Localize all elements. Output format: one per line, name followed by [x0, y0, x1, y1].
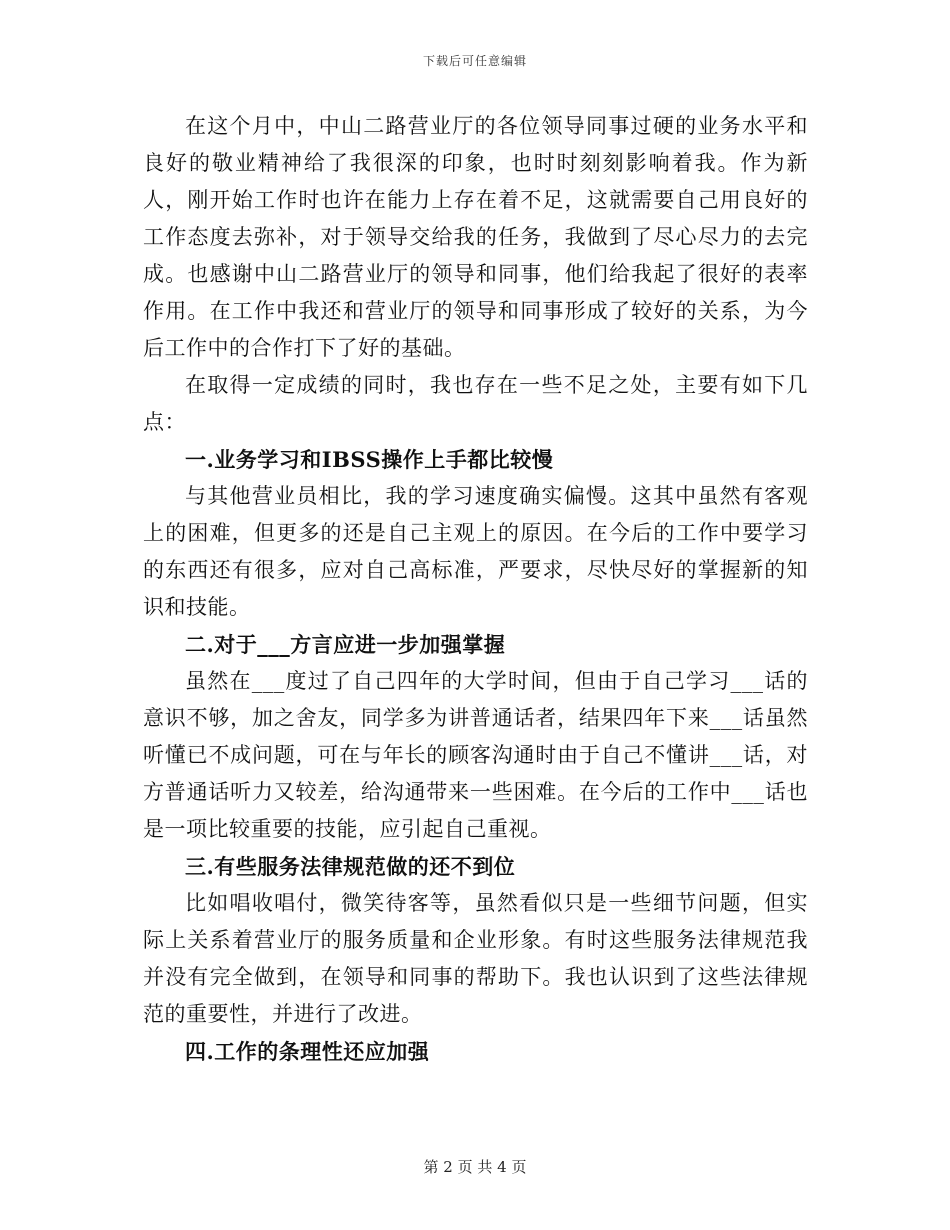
paragraph-4: 虽然在___度过了自己四年的大学时间，但由于自己学习___话的意识不够，加之舍友，同学多为讲普通话者，结果四年下来___话虽然听懂已不成问题，可在与年长的顾客沟通时由于自己不懂讲___话，对方普通话听力又较差，给沟通带来一些困难。在今后的工作中___话也是一项比较重要的技能，应引起自己重视。 — [143, 669, 808, 841]
section-heading-4: 四.工作的条理性还应加强 — [185, 1039, 430, 1064]
page-footer: 第 2 页 共 4 页 — [423, 1158, 527, 1176]
section-heading-2: 二.对于___方言应进一步加强掌握 — [185, 632, 506, 657]
section-heading-1: 一.业务学习和IBSS操作上手都比较慢 — [185, 447, 554, 472]
paragraph-5: 比如唱收唱付，微笑待客等，虽然看似只是一些细节问题，但实际上关系着营业厅的服务质量和企业形象。有时这些服务法律规范我并没有完全做到，在领导和同事的帮助下。我也认识到了这些法律规范的重要性，并进行了改进。 — [143, 891, 808, 1026]
document-body — [143, 108, 808, 1070]
page-header: 下载后可任意编辑 — [422, 54, 527, 68]
paragraph-1: 在这个月中，中山二路营业厅的各位领导同事过硬的业务水平和良好的敬业精神给了我很深的印象，也时时刻刻影响着我。作为新人，刚开始工作时也许在能力上存在着不足，这就需要自己用良好的工作态度去弥补，对于领导交给我的任务，我做到了尽心尽力的去完成。也感谢中山二路营业厅的领导和同事，他们给我起了很好的表率作用。在工作中我还和营业厅的领导和同事形成了较好的关系，为今后工作中的合作打下了好的基础。 — [143, 114, 808, 360]
paragraph-2: 在取得一定成绩的同时，我也存在一些不足之处，主要有如下几点： — [143, 373, 808, 434]
paragraph-3: 与其他营业员相比，我的学习速度确实偏慢。这其中虽然有客观上的困难，但更多的还是自己主观上的原因。在今后的工作中要学习的东西还有很多，应对自己高标准，严要求，尽快尽好的掌握新的知识和技能。 — [143, 484, 808, 619]
section-heading-3: 三.有些服务法律规范做的还不到位 — [185, 854, 516, 879]
